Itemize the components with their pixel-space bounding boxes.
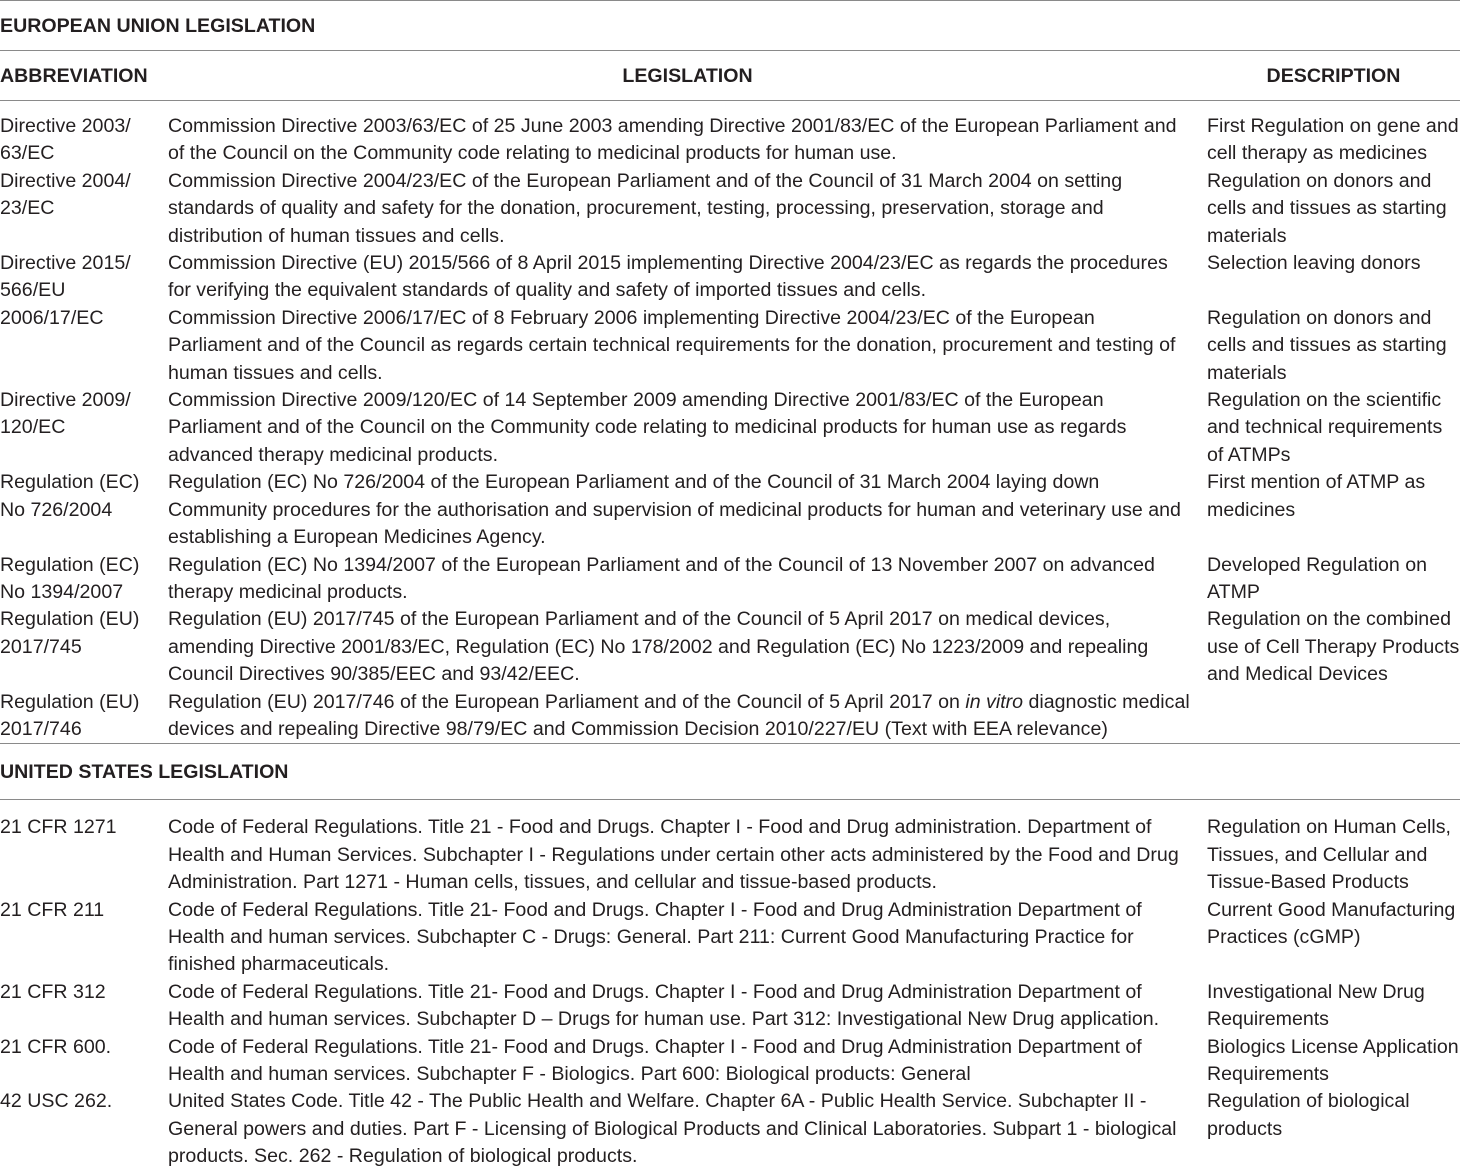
abbreviation-cell — [0, 1088, 168, 1170]
legislation-cell — [168, 552, 1207, 607]
description-line: use of Cell Therapy Products — [1207, 635, 1460, 658]
description-line: First Regulation on gene and — [1207, 115, 1459, 137]
eu-table-row — [0, 168, 1460, 250]
eu-table-row — [0, 606, 1460, 688]
abbreviation-line: Regulation (EU) — [0, 690, 140, 713]
abbreviation-line: 23/EC — [0, 197, 55, 220]
column-header-row — [0, 51, 1460, 101]
legislation-line: Regulation (EC) No 1394/2007 of the European Parliament and of the Council of 13 November 2007 on advanced — [168, 553, 1155, 576]
legislation-line: standards of quality and safety for the donation, procurement, testing, processing, preservation, storage and — [168, 197, 1104, 220]
abbreviation-cell — [0, 1034, 168, 1089]
description-line: ATMP — [1207, 580, 1260, 603]
description-cell — [1207, 1088, 1460, 1170]
legislation-line: Code of Federal Regulations. Title 21- Food and Drugs. Chapter I - Food and Drug Administration Department of — [168, 898, 1142, 921]
header-abbreviation: ABBREVIATION — [0, 51, 168, 101]
description-cell — [1207, 250, 1460, 305]
abbreviation-line: 21 CFR 600. — [0, 1035, 112, 1058]
legislation-line: Health and human services. Subchapter C - Drugs: General. Part 211: Current Good Manufacturing Practice for — [168, 925, 1134, 948]
legislation-line: General powers and duties. Part F - Licensing of Biological Products and Clinical Laboratories. Subpart 1 - biological — [168, 1117, 1177, 1140]
us-table-row — [0, 800, 1460, 897]
legislation-line: Commission Directive 2009/120/EC of 14 September 2009 amending Directive 2001/83/EC of the European — [168, 389, 1104, 412]
eu-table-row — [0, 552, 1460, 607]
description-cell — [1207, 387, 1460, 469]
legislation-line: Code of Federal Regulations. Title 21- Food and Drugs. Chapter I - Food and Drug Administration Department of — [168, 1035, 1142, 1058]
legislation-line: Regulation (EU) 2017/745 of the European Parliament and of the Council of 5 April 2017 on medical devices, — [168, 608, 1111, 631]
eu-table-row — [0, 101, 1460, 168]
legislation-cell — [168, 979, 1207, 1034]
eu-table-row — [0, 250, 1460, 305]
legislation-line: amending Directive 2001/83/EC, Regulation (EC) No 178/2002 and Regulation (EC) No 1223/2009 and repealing — [168, 635, 1149, 658]
description-line: cells and tissues as starting — [1207, 334, 1447, 357]
description-cell — [1207, 897, 1460, 979]
abbreviation-line: 21 CFR 211 — [0, 898, 105, 921]
header-description: DESCRIPTION — [1207, 51, 1460, 101]
us-section-row — [0, 744, 1460, 800]
description-line: Regulation on donors and — [1207, 169, 1432, 192]
description-cell — [1207, 101, 1460, 168]
description-line: of ATMPs — [1207, 443, 1291, 466]
legislation-line: establishing a European Medicines Agency. — [168, 526, 546, 549]
legislation-line: Health and human services. Subchapter D – Drugs for human use. Part 312: Investigational New Drug application. — [168, 1008, 1160, 1031]
description-line: and Medical Devices — [1207, 663, 1388, 686]
legislation-line: devices and repealing Directive 98/79/EC and Commission Decision 2010/227/EU (Text with EEA relevance) — [168, 717, 1108, 740]
description-line: materials — [1207, 224, 1287, 247]
abbreviation-line: 2017/746 — [0, 717, 82, 740]
abbreviation-cell — [0, 689, 168, 744]
description-line: Regulation on Human Cells, — [1207, 816, 1451, 839]
legislation-cell — [168, 689, 1207, 744]
abbreviation-cell — [0, 250, 168, 305]
description-cell — [1207, 800, 1460, 897]
legislation-line: Health and human services. Subchapter F - Biologics. Part 600: Biological products: General — [168, 1063, 971, 1085]
abbreviation-line: 42 USC 262. — [0, 1090, 113, 1113]
us-table-row — [0, 979, 1460, 1034]
legislation-line: of the Council on the Community code relating to medicinal products for human use. — [168, 142, 897, 165]
legislation-cell — [168, 168, 1207, 250]
description-cell — [1207, 305, 1460, 387]
legislation-line: Commission Directive 2006/17/EC of 8 February 2006 implementing Directive 2004/23/EC of the European — [168, 306, 1095, 329]
description-line: and technical requirements — [1207, 416, 1443, 439]
description-line: Regulation on the scientific — [1207, 389, 1442, 412]
legislation-cell — [168, 101, 1207, 168]
legislation-cell — [168, 897, 1207, 979]
us-section-title: UNITED STATES LEGISLATION — [0, 744, 1460, 800]
abbreviation-cell — [0, 606, 168, 688]
abbreviation-line: No 1394/2007 — [0, 580, 124, 603]
abbreviation-cell — [0, 387, 168, 469]
abbreviation-line: 2017/745 — [0, 635, 82, 658]
abbreviation-line: Directive 2009/ — [0, 389, 131, 412]
legislation-line: Regulation (EU) 2017/746 of the European Parliament and of the Council of 5 April 2017 on — [168, 690, 966, 713]
legislation-line: diagnostic medical — [1023, 690, 1190, 713]
legislation-line: Parliament and of the Council as regards certain technical requirements for the donation, procurement and testing of — [168, 334, 1176, 357]
abbreviation-line: 2006/17/EC — [0, 306, 104, 329]
abbreviation-line: No 726/2004 — [0, 498, 113, 521]
us-table-row — [0, 1088, 1460, 1170]
abbreviation-cell — [0, 101, 168, 168]
legislation-cell — [168, 800, 1207, 897]
description-line: Investigational New Drug — [1207, 980, 1425, 1003]
abbreviation-line: 21 CFR 312 — [0, 980, 106, 1003]
abbreviation-line: Directive 2003/ — [0, 115, 131, 137]
abbreviation-line: Directive 2004/ — [0, 169, 131, 192]
legislation-line: Parliament and of the Council on the Community code relating to medicinal products for human use as regards — [168, 416, 1127, 439]
legislation-line: Community procedures for the authorisation and supervision of medicinal products for human and veterinary use and — [168, 498, 1181, 521]
legislation-line: distribution of human tissues and cells. — [168, 224, 505, 247]
legislation-line: Code of Federal Regulations. Title 21 - Food and Drugs. Chapter I - Food and Drug administration. Department of — [168, 816, 1152, 839]
description-cell — [1207, 689, 1460, 744]
legislation-line: United States Code. Title 42 - The Public Health and Welfare. Chapter 6A - Public Health Service. Subchapter II - — [168, 1090, 1147, 1113]
description-line: First mention of ATMP as — [1207, 471, 1426, 494]
description-line: Regulation of biological — [1207, 1090, 1410, 1113]
legislation-line: finished pharmaceuticals. — [168, 953, 390, 976]
legislation-line: Administration. Part 1271 - Human cells, tissues, and cellular and tissue-based products. — [168, 871, 937, 894]
eu-table-row — [0, 305, 1460, 387]
legislation-line: Regulation (EC) No 726/2004 of the European Parliament and of the Council of 31 March 2004 laying down — [168, 471, 1100, 494]
eu-table-row — [0, 387, 1460, 469]
description-line: Regulation on the combined — [1207, 608, 1452, 631]
description-line: Biologics License Application — [1207, 1035, 1459, 1058]
abbreviation-cell — [0, 800, 168, 897]
legislation-cell — [168, 305, 1207, 387]
description-line: Requirements — [1207, 1008, 1329, 1031]
legislation-line: Commission Directive 2004/23/EC of the European Parliament and of the Council of 31 March 2004 on setting — [168, 169, 1123, 192]
eu-table-row — [0, 689, 1460, 744]
abbreviation-cell — [0, 305, 168, 387]
description-cell — [1207, 469, 1460, 551]
abbreviation-line: 120/EC — [0, 416, 66, 439]
description-line: products — [1207, 1117, 1283, 1140]
legislation-cell — [168, 1034, 1207, 1089]
eu-section-title: EUROPEAN UNION LEGISLATION — [0, 1, 1460, 51]
description-cell — [1207, 168, 1460, 250]
legislation-italic-term: in vitro — [965, 690, 1024, 713]
description-line: Regulation on donors and — [1207, 306, 1432, 329]
header-legislation: LEGISLATION — [168, 51, 1207, 101]
abbreviation-cell — [0, 897, 168, 979]
legislation-line: human tissues and cells. — [168, 361, 383, 384]
description-line: cells and tissues as starting — [1207, 197, 1447, 220]
eu-section-row — [0, 1, 1460, 51]
abbreviation-line: Regulation (EC) — [0, 553, 140, 576]
description-line: medicines — [1207, 498, 1296, 521]
legislation-line: therapy medicinal products. — [168, 580, 408, 603]
abbreviation-cell — [0, 469, 168, 551]
legislation-cell — [168, 606, 1207, 688]
description-cell — [1207, 979, 1460, 1034]
description-cell — [1207, 606, 1460, 688]
legislation-line: Commission Directive (EU) 2015/566 of 8 April 2015 implementing Directive 2004/23/EC as regards the procedures — [168, 252, 1168, 275]
description-line: Requirements — [1207, 1063, 1329, 1085]
abbreviation-line: Regulation (EC) — [0, 471, 140, 494]
description-line: Practices (cGMP) — [1207, 925, 1361, 948]
description-line: cell therapy as medicines — [1207, 142, 1427, 165]
abbreviation-line: 21 CFR 1271 — [0, 816, 117, 839]
legislation-line: Health and Human Services. Subchapter I - Regulations under certain other acts administered by the Food and Drug — [168, 843, 1179, 866]
legislation-cell — [168, 1088, 1207, 1170]
us-table-row — [0, 897, 1460, 979]
abbreviation-line: Directive 2015/ — [0, 252, 131, 275]
legislation-cell — [168, 469, 1207, 551]
description-cell — [1207, 552, 1460, 607]
description-line: Tissues, and Cellular and — [1207, 843, 1428, 866]
legislation-cell — [168, 250, 1207, 305]
legislation-line: Commission Directive 2003/63/EC of 25 June 2003 amending Directive 2001/83/EC of the European Parliament and — [168, 115, 1177, 137]
abbreviation-line: 63/EC — [0, 142, 55, 165]
abbreviation-cell — [0, 168, 168, 250]
legislation-line: for verifying the equivalent standards of quality and safety of imported tissues and cells. — [168, 279, 927, 302]
abbreviation-line: Regulation (EU) — [0, 608, 140, 631]
legislation-line: Code of Federal Regulations. Title 21- Food and Drugs. Chapter I - Food and Drug Administration Department of — [168, 980, 1142, 1003]
eu-table-row — [0, 469, 1460, 551]
abbreviation-line: 566/EU — [0, 279, 66, 302]
legislation-cell — [168, 387, 1207, 469]
legislation-line: advanced therapy medicinal products. — [168, 443, 499, 466]
description-line: Tissue-Based Products — [1207, 871, 1409, 894]
us-table-row — [0, 1034, 1460, 1089]
description-line: Selection leaving donors — [1207, 252, 1421, 275]
description-line: materials — [1207, 361, 1287, 384]
legislation-line: products. Sec. 262 - Regulation of biological products. — [168, 1145, 638, 1168]
legislation-line: Council Directives 90/385/EEC and 93/42/EEC. — [168, 663, 580, 686]
description-cell — [1207, 1034, 1460, 1089]
description-line: Developed Regulation on — [1207, 553, 1428, 576]
abbreviation-cell — [0, 979, 168, 1034]
abbreviation-cell — [0, 552, 168, 607]
description-line: Current Good Manufacturing — [1207, 898, 1456, 921]
